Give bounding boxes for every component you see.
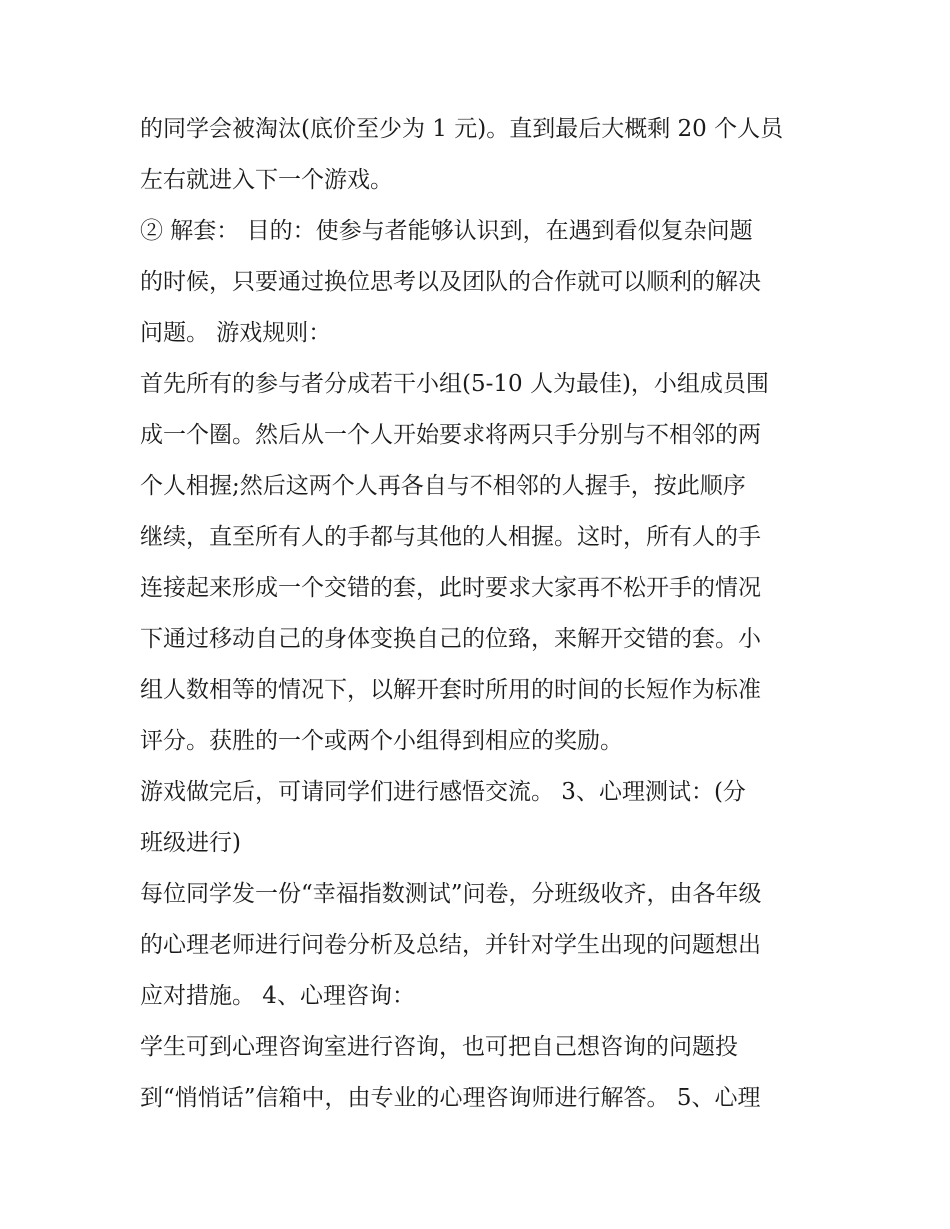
text-line: 每位同学发一份“幸福指数测试”问卷，分班级收齐，由各年级 — [140, 881, 762, 907]
text-line: 的心理老师进行问卷分析及总结，并针对学生出现的问题想出 — [140, 932, 761, 958]
text-line: 成一个圈。然后从一个人开始要求将两只手分别与不相邻的两 — [140, 422, 761, 448]
text-line: 下通过移动自己的身体变换自己的位臵，来解开交错的套。小 — [140, 626, 761, 652]
text-line: 学生可到心理咨询室进行咨询，也可把自己想咨询的问题投 — [140, 1034, 738, 1060]
text-line: 评分。获胜的一个或两个小组得到相应的奖励。 — [140, 728, 623, 754]
text-line: 连接起来形成一个交错的套，此时要求大家再不松开手的情况 — [140, 575, 761, 601]
text-line: 左右就进入下一个游戏。 — [140, 167, 393, 193]
text-line: ② 解套： 目的：使参与者能够认识到，在遇到看似复杂问题 — [140, 218, 753, 244]
text-line: 个人相握;然后这两个人再各自与不相邻的人握手，按此顺序 — [140, 473, 746, 499]
document-body — [140, 104, 820, 1124]
text-line: 应对措施。 4、心理咨询： — [140, 983, 415, 1009]
text-line: 问题。 游戏规则： — [140, 320, 332, 346]
text-line: 到“悄悄话”信箱中，由专业的心理咨询师进行解答。 5、心理 — [140, 1085, 761, 1111]
text-line: 的同学会被淘汰(底价至少为 1 元)。直到最后大概剩 20 个人员 — [140, 116, 784, 142]
text-line: 继续，直至所有人的手都与其他的人相握。这时，所有人的手 — [140, 524, 761, 550]
text-line: 游戏做完后，可请同学们进行感悟交流。 3、心理测试：(分 — [140, 779, 746, 805]
text-line: 首先所有的参与者分成若干小组(5-10 人为最佳)，小组成员围 — [140, 371, 769, 397]
text-line: 班级进行) — [140, 830, 241, 856]
text-line: 组人数相等的情况下，以解开套时所用的时间的长短作为标准 — [140, 677, 761, 703]
text-line: 的时候，只要通过换位思考以及团队的合作就可以顺利的解决 — [140, 269, 761, 295]
